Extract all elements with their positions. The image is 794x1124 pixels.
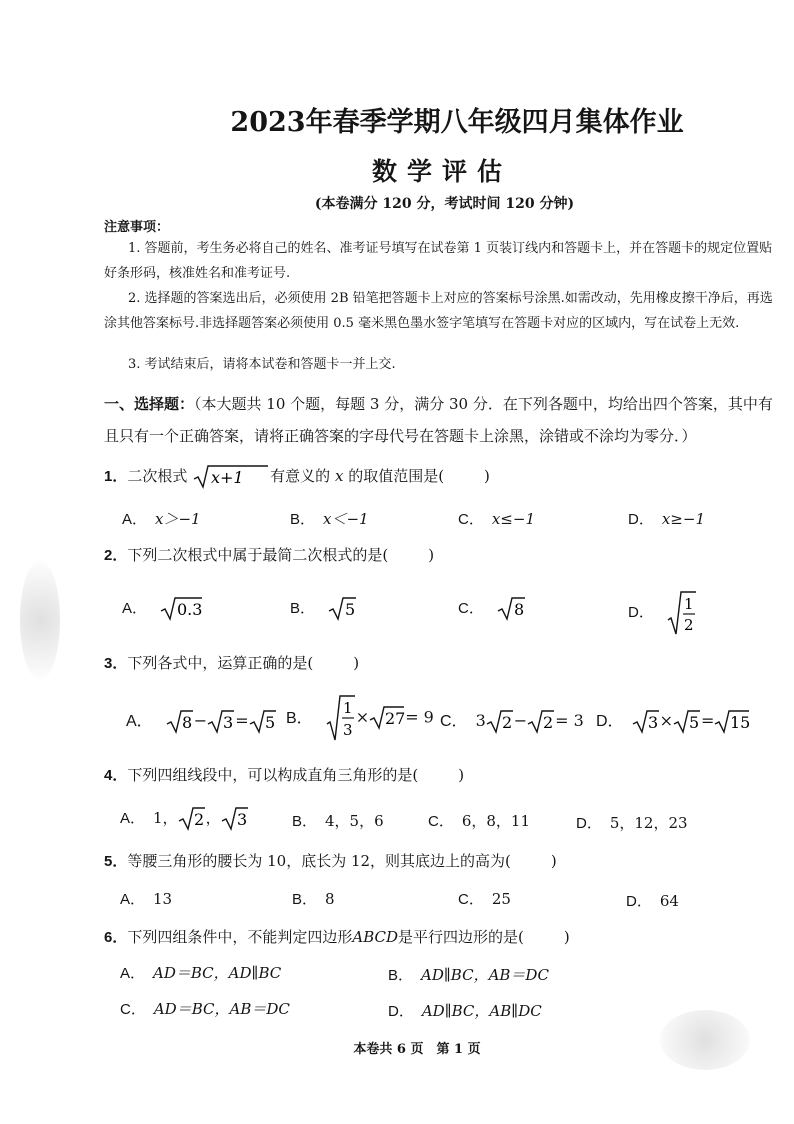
fraction-numerator: 1: [342, 699, 353, 717]
notices-heading: 注意事项：: [104, 220, 170, 235]
question-stem: 是平行四边形的是(: [398, 928, 524, 946]
option-letter: A．: [122, 511, 148, 528]
radicand: 0.3: [176, 600, 203, 619]
radicand: 15: [730, 712, 751, 732]
section-instructions: [104, 388, 784, 452]
option-letter: A．: [120, 810, 146, 827]
option-letter: A．: [120, 965, 146, 982]
option-c: [458, 596, 527, 622]
radical-sign: [178, 806, 206, 832]
notice-item: 2. 选择题的答案选出后，必须使用 2B 铅笔把答题卡上对应的答案标号涂黑.如需改动，先用橡皮擦干净后，再选涂其他答案标号.非选择题答案必须使用 0.5 毫米黑色墨水签字笔填写在答题卡对应的区域内，写在试卷上无效.: [104, 291, 773, 331]
radicand: x+1: [211, 468, 244, 487]
subject-title: 数学评估: [371, 157, 512, 186]
question-number: 2．: [104, 547, 128, 564]
fraction-denominator: 3: [342, 721, 353, 739]
option-text: 13: [153, 890, 173, 908]
option-c: [458, 888, 511, 909]
option-c: [458, 508, 535, 529]
option-letter: B．: [290, 511, 316, 528]
option-letter: B．: [290, 600, 316, 617]
operator: ×: [355, 707, 370, 727]
scan-smudge: [20, 560, 60, 680]
question-4: [104, 764, 464, 785]
option-c: [440, 708, 584, 735]
question-6: [104, 926, 570, 947]
operator: ×: [659, 711, 673, 730]
option-text: AD＝BC，AD∥BC: [153, 964, 282, 982]
question-number: 5．: [104, 853, 128, 870]
option-letter: D．: [626, 893, 652, 910]
variable: x: [334, 467, 344, 485]
option-letter: A．: [120, 891, 146, 908]
option-c: [428, 810, 530, 831]
radicand: 2: [501, 712, 512, 732]
question-number: 6．: [104, 929, 128, 946]
option-a: [120, 962, 281, 983]
answer-paren-close: ): [563, 928, 570, 946]
option-letter: A．: [122, 600, 148, 617]
option-letter: B．: [292, 891, 318, 908]
question-2: [104, 544, 434, 565]
answer-paren-close: ): [353, 654, 360, 672]
option-letter: C．: [458, 600, 484, 617]
option-d: [626, 890, 679, 911]
option-d: [576, 812, 688, 833]
fraction-denominator: 2: [683, 616, 694, 634]
option-a: [120, 888, 172, 909]
radicand: 5: [264, 712, 275, 732]
answer-paren-close: ): [458, 766, 465, 784]
equals: =: [700, 711, 715, 730]
option-a: [122, 596, 204, 622]
equals: = 3: [555, 711, 584, 730]
radical-sign: [160, 596, 204, 622]
section-text: （本大题共 10 个题，每题 3 分，满分 30 分．在下列各题中，均给出四个答案，其中有且只有一个正确答案，请将正确答案的字母代号在答题卡上涂黑，涂错或不涂均为零分．）: [104, 395, 773, 445]
option-text: x＞−1: [155, 510, 201, 528]
option-text: 4，5，6: [325, 812, 384, 830]
question-stem: 下列四组条件中，不能判定四边形: [127, 928, 353, 946]
option-a: [120, 806, 249, 832]
option-letter: A．: [126, 713, 153, 730]
option-letter: D．: [576, 815, 602, 832]
question-5: [104, 850, 557, 871]
radicand: 5: [344, 600, 355, 619]
exam-title: 2023年春季学期八年级四月集体作业: [230, 107, 684, 138]
option-letter: D．: [596, 713, 624, 730]
option-text: 8: [325, 890, 335, 908]
radical-fraction: [667, 590, 697, 636]
question-stem: 下列各式中，运算正确的是(: [127, 654, 314, 672]
option-letter: B．: [388, 967, 414, 984]
option-text: 1，: [153, 809, 178, 827]
sqrt-expression: [192, 464, 270, 490]
radical-sign: [486, 709, 514, 735]
separator: ，: [205, 809, 221, 827]
option-b: [290, 596, 358, 622]
question-stem: 的取值范围是(: [348, 467, 445, 485]
answer-paren-close: ): [428, 546, 435, 564]
answer-paren-close: ): [550, 852, 557, 870]
radical-sign: [497, 596, 527, 622]
radicand: 2: [193, 810, 204, 829]
radicand: 3: [223, 712, 234, 732]
question-number: 4．: [104, 767, 128, 784]
fraction-numerator: 1: [683, 595, 694, 613]
option-text: 6，8，11: [461, 812, 531, 830]
option-d: [388, 1000, 542, 1021]
option-b: [388, 964, 549, 985]
variable: ABCD: [352, 928, 398, 946]
radical-sign: [632, 709, 660, 735]
option-text: x≥−1: [661, 510, 705, 528]
equals: =: [235, 711, 249, 730]
radical-sign: [192, 464, 270, 490]
radical-sign: [166, 709, 194, 735]
option-text: AD∥BC，AB＝DC: [421, 966, 549, 984]
exam-info: (本卷满分 120 分，考试时间 120 分钟): [314, 196, 575, 212]
option-b: [290, 508, 369, 529]
option-letter: D．: [628, 511, 654, 528]
notice-item: 3. 考试结束后，请将本试卷和答题卡一并上交.: [128, 357, 396, 372]
question-stem: 下列二次根式中属于最简二次根式的是(: [127, 546, 389, 564]
question-number: 3．: [104, 655, 128, 672]
option-d: [628, 508, 705, 529]
option-a: [122, 508, 201, 529]
option-letter: D．: [628, 604, 654, 621]
option-text: 5，12，23: [609, 814, 688, 832]
radicand: 3: [236, 810, 247, 829]
question-number: 1．: [104, 468, 128, 485]
answer-paren-close: ): [484, 467, 490, 485]
question-stem: 有意义的: [270, 467, 331, 485]
operator: −: [513, 711, 528, 730]
option-letter: C．: [458, 891, 484, 908]
radicand: 3: [647, 712, 658, 732]
radical-sign: [714, 709, 750, 735]
radicand: 2: [543, 712, 554, 732]
option-text: AD＝BC，AB＝DC: [153, 1000, 290, 1018]
operator: −: [193, 711, 208, 730]
scan-smudge: [660, 1010, 750, 1070]
option-b: [292, 810, 384, 831]
question-1: [104, 464, 490, 490]
option-a: [126, 708, 277, 735]
equals: = 9: [405, 707, 434, 727]
question-3: [104, 652, 359, 673]
option-d: [596, 708, 750, 735]
option-letter: B．: [292, 813, 318, 830]
option-c: [120, 998, 290, 1019]
radical-sign: [207, 709, 235, 735]
option-text: 25: [491, 890, 511, 908]
coefficient: 3: [475, 711, 486, 730]
radicand: 27: [385, 709, 406, 728]
option-letter: C．: [440, 713, 468, 730]
radical-sign: [673, 709, 701, 735]
radical-sign: [369, 705, 405, 731]
option-text: 64: [659, 892, 679, 910]
option-letter: B．: [286, 709, 313, 727]
option-letter: C．: [458, 511, 484, 528]
radical-fraction: [326, 694, 356, 742]
page-footer: 本卷共 6 页 第 1 页: [353, 1042, 481, 1057]
question-stem: 等腰三角形的腰长为 10，底长为 12，则其底边上的高为(: [127, 852, 511, 870]
radical-sign: [221, 806, 249, 832]
notice-item: 1. 答题前，考生务必将自己的姓名、准考证号填写在试卷第 1 页装订线内和答题卡上，并在答题卡的规定位置贴好条形码，核准姓名和准考证号.: [104, 241, 773, 281]
radicand: 8: [181, 712, 192, 732]
radical-sign: [328, 596, 358, 622]
question-stem: 二次根式: [127, 467, 188, 485]
radicand: 8: [513, 600, 524, 619]
option-letter: D．: [388, 1003, 414, 1020]
option-text: x＜−1: [323, 510, 369, 528]
option-text: x≤−1: [491, 510, 535, 528]
option-d: [628, 590, 697, 636]
option-letter: C．: [428, 813, 454, 830]
option-b: [292, 888, 335, 909]
question-stem: 下列四组线段中，可以构成直角三角形的是(: [127, 766, 419, 784]
option-b: [286, 694, 434, 742]
radical-sign: [249, 709, 277, 735]
radicand: 5: [688, 712, 700, 732]
section-label: 一、选择题：: [104, 395, 195, 413]
option-letter: C．: [120, 1001, 146, 1018]
option-text: AD∥BC，AB∥DC: [421, 1002, 542, 1020]
radical-sign: [527, 709, 555, 735]
